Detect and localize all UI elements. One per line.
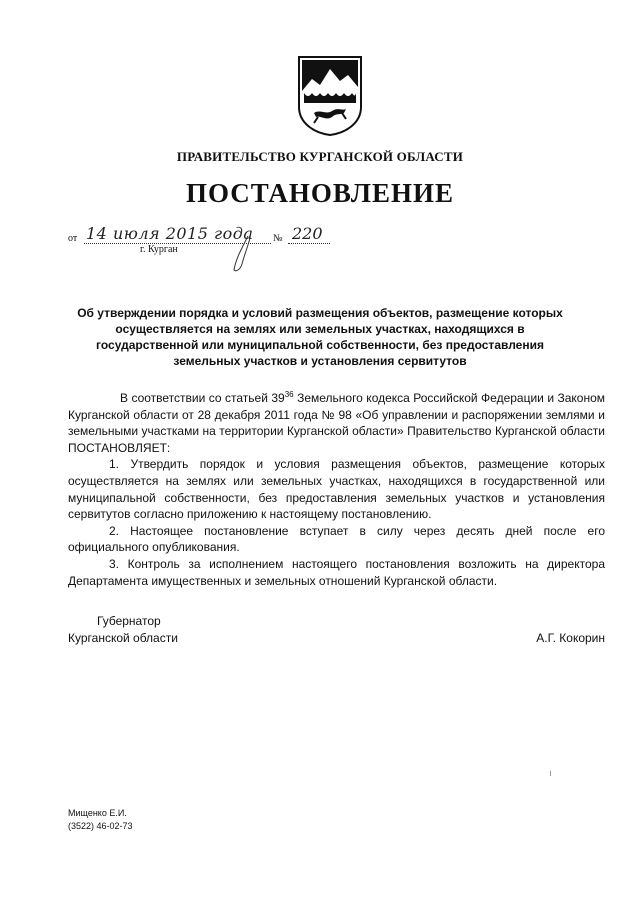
resolution-item-3: 3. Контроль за исполнением настоящего постановления возложить на директора Департамента имущественных и земельных отношений Курганской области.: [68, 556, 605, 588]
pen-stroke-icon: [228, 234, 258, 274]
resolution-item-2: 2. Настоящее постановление вступает в силу через десять дней после его официального опубликования.: [68, 523, 605, 555]
date-from-label: от: [68, 233, 78, 244]
document-title: Об утверждении порядка и условий размещения объектов, размещение которых осуществляется на землях или земельных участках, находящихся в государственной или муниципальной собственности, без предоставления земельных участков и установления сервитутов: [77, 306, 563, 368]
number-underline: [288, 243, 330, 244]
executor-block: [68, 807, 133, 833]
document-body: [68, 390, 605, 589]
article-superscript: 36: [284, 390, 294, 399]
scan-artifact: [550, 771, 551, 776]
handwritten-date: 14 июля 2015 года: [86, 224, 254, 243]
executor-name: Мищенко Е.И.: [68, 808, 127, 818]
signature-block: [68, 613, 605, 647]
government-name: ПРАВИТЕЛЬСТВО КУРГАНСКОЙ ОБЛАСТИ: [176, 149, 464, 164]
handwritten-number: 220: [292, 224, 323, 243]
executor-phone: (3522) 46-02-73: [68, 821, 133, 831]
preamble-text-end: Земельного кодекса Российской Федерации и Законом Курганской области от 28 декабря 2011 года № 98 «Об управлении и распоряжении землями и земельными участками на территории Курганской области» Правительство Курганской области ПОСТАНОВЛЯЕТ:: [68, 391, 606, 455]
resolution-item-1: 1. Утвердить порядок и условия размещения объектов, размещение которых осуществляется на землях или земельных участках, находящихся в государственной или муниципальной собственности, без предоставления земельных участков и установления сервитутов согласно приложению к настоящему постановлению.: [68, 457, 605, 522]
number-label: №: [273, 233, 283, 244]
signatory-name: А.Г. Кокорин: [536, 631, 605, 645]
preamble-paragraph: [68, 390, 605, 456]
preamble-text-start: В соответствии со статьей 39: [120, 391, 285, 405]
city-label: г. Курган: [140, 244, 178, 255]
signatory-position-line2: Курганской области: [68, 631, 178, 645]
date-number-row: [68, 224, 368, 272]
document-type-heading: ПОСТАНОВЛЕНИЕ: [185, 178, 455, 208]
signatory-position-line1: Губернатор: [97, 614, 161, 628]
coat-of-arms-icon: [296, 55, 364, 137]
